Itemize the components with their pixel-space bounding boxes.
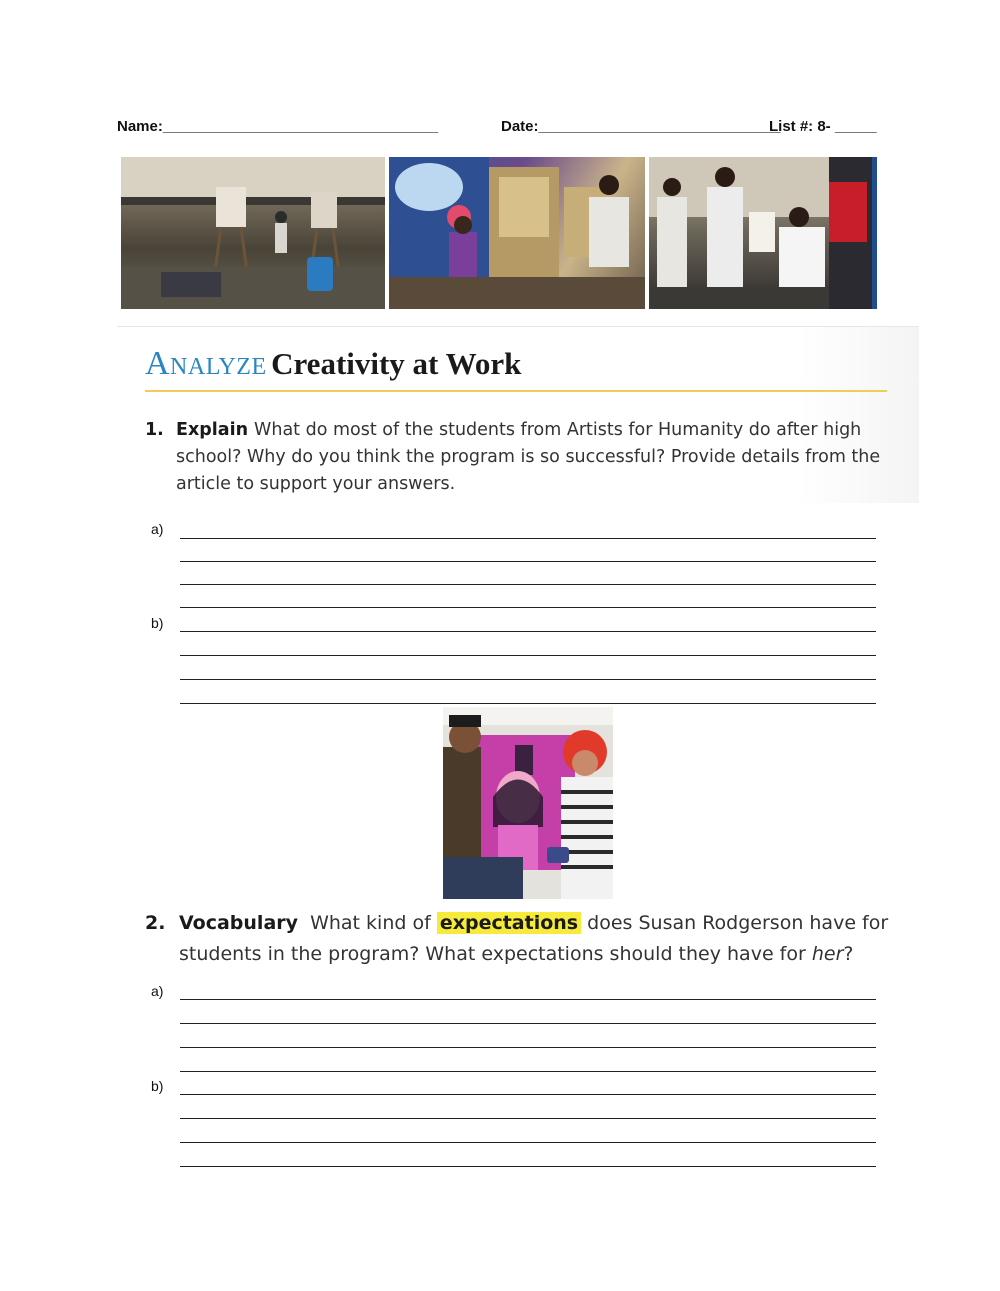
- answer-2a-line-3[interactable]: [180, 1047, 876, 1048]
- section-title: [145, 345, 521, 383]
- worksheet-header: [117, 118, 887, 140]
- title-underline: [145, 390, 887, 392]
- answer-1a-line-4[interactable]: [180, 607, 876, 608]
- studio-photo-1: [121, 157, 385, 309]
- question-2-heading: Vocabulary: [179, 912, 299, 934]
- studio-photo-strip: [121, 157, 877, 309]
- answer-1a-line-1[interactable]: [180, 538, 876, 539]
- question-1-body: [176, 417, 890, 498]
- answer-2b-line-3[interactable]: [180, 1142, 876, 1143]
- section-title-prefix: Analyze: [145, 345, 267, 382]
- studio-photo-3: [649, 157, 877, 309]
- analyze-section: [117, 326, 919, 503]
- answer-1b-line-3[interactable]: [180, 679, 876, 680]
- question-1-heading: Explain: [176, 420, 249, 440]
- question-2-text-post: does Susan Rodgerson have for students in the program? What expectations should they have for: [179, 912, 889, 965]
- answer-1a-label: a): [151, 521, 164, 537]
- answer-2b-label: b): [151, 1078, 164, 1094]
- question-1-text: What do most of the students from Artists for Humanity do after high school? Why do you think the program is so successful? Provide details from the article to support your answers.: [176, 420, 881, 494]
- studio-photo-2: [389, 157, 645, 309]
- answer-2a-line-2[interactable]: [180, 1023, 876, 1024]
- answer-2b-line-1[interactable]: [180, 1094, 876, 1095]
- answer-2b-line-2[interactable]: [180, 1118, 876, 1119]
- answer-2a-line-4[interactable]: [180, 1071, 876, 1072]
- students-with-painting-photo: [443, 707, 613, 899]
- vocabulary-highlight: expectations: [437, 912, 581, 934]
- photo-edge-stripe: [872, 157, 877, 309]
- answer-2a-line-1[interactable]: [180, 999, 876, 1000]
- question-2-number: 2.: [145, 912, 166, 934]
- answer-2b-line-4[interactable]: [180, 1166, 876, 1167]
- name-field-label[interactable]: Name:_________________________________: [117, 118, 439, 135]
- list-number-field-label[interactable]: List #: 8- _____: [769, 118, 877, 135]
- question-1-number: 1.: [145, 420, 164, 440]
- section-title-text: Creativity at Work: [271, 346, 522, 381]
- question-2-body: [179, 908, 925, 970]
- answer-1b-label: b): [151, 615, 164, 631]
- question-2-emphasis: her: [811, 943, 844, 965]
- date-field-label[interactable]: Date:_____________________________: [501, 118, 781, 135]
- answer-1a-line-3[interactable]: [180, 584, 876, 585]
- answer-1b-line-1[interactable]: [180, 631, 876, 632]
- answer-1b-line-4[interactable]: [180, 703, 876, 704]
- question-1: [145, 417, 890, 498]
- answer-2a-label: a): [151, 983, 164, 999]
- question-2: [145, 908, 925, 970]
- answer-1a-line-2[interactable]: [180, 561, 876, 562]
- answer-1b-line-2[interactable]: [180, 655, 876, 656]
- question-2-end: ?: [843, 943, 854, 965]
- question-2-text-pre: What kind of: [310, 912, 431, 934]
